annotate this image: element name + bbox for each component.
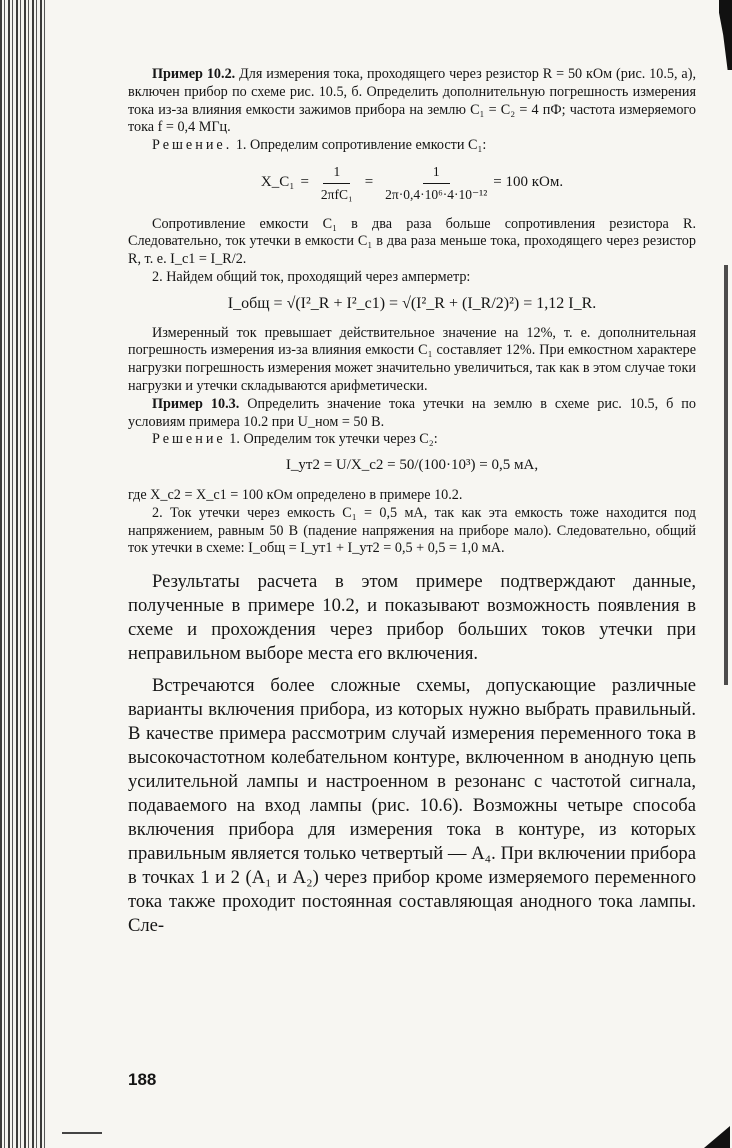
example-10-2-step2: 2. Найдем общий ток, проходящий через амперметр:: [152, 268, 471, 285]
solution-label: Решение: [152, 431, 226, 448]
fraction-1-denominator: 2πfC₁: [320, 186, 353, 202]
example-10-3-solution-step1: [128, 431, 696, 449]
example-10-2-statement: [128, 66, 696, 137]
example-10-3-statement: [128, 396, 696, 432]
scan-foot-mark: [62, 1132, 102, 1134]
formula-total-current: I_общ = √(I²_R + I²_c1) = √(I²_R + (I_R/2)²) = 1,12 I_R.: [227, 294, 597, 312]
page-number: 188: [128, 1070, 157, 1089]
fraction-2-denominator: 2π·0,4·10⁶·4·10⁻¹²: [385, 186, 488, 202]
scan-edge-mark: [710, 0, 732, 70]
example-10-3-text: Определить значение тока утечки на землю в схеме рис. 10.5, б по условиям примера 10.2 при U_ном = 50 В.: [128, 395, 696, 430]
main-text-para2: Встречаются более сложные схемы, допускающие различные варианты включения прибора, из которых нужно выбрать правильный. В качестве примера рассмотрим случай измерения переменного тока в высокочастотном колебательном контуре, включенном в анодную цепь усилительной лампы и настроенном в резонанс с частотой сигнала, подаваемого на вход лампы (рис. 10.6). Возможны четыре способа включения прибора для измерения тока в контуре, из которых правильным является только четвертый — A₄. При включении прибора в точках 1 и 2 (A₁ и A₂) через прибор кроме измеряемого переменного тока также проходит постоянная составляющая анодного тока лампы. Сле-: [128, 675, 696, 937]
formula-fraction-2: [385, 163, 487, 204]
page-binding-edge: [0, 0, 46, 1148]
fraction-1-numerator: 1: [323, 163, 350, 184]
formula-fraction-1: [321, 163, 353, 204]
formula-leak-current: I_ут2 = U/X_c2 = 50/(100·10³) = 0,5 мА,: [285, 457, 539, 474]
formula-xc1-lhs: X_C₁: [260, 174, 295, 191]
example-10-2-solution-step1: [128, 137, 696, 155]
example-10-3-heading: Пример 10.3.: [152, 395, 240, 412]
example-10-2-para2: Измеренный ток превышает действительное значение на 12%, т. е. дополнительная погрешность измерения из-за влияния емкости C₁ составляет 12%. При емкостном характере нагрузки погрешность измерения может значительно увеличиться, так как в этом случае токи нагрузки и утечки складываются арифметически.: [128, 324, 696, 394]
example-10-2-heading: Пример 10.2.: [152, 66, 236, 82]
example-10-2-para1: Сопротивление емкости C₁ в два раза больше сопротивления резистора R. Следовательно, ток утечки в емкости C₁ в два раза меньше тока, проходящего через резистор R, т. е. I_c1 = I_R/2.: [128, 215, 696, 268]
solution-step1-text: 1. Определим ток утечки через C₂:: [225, 431, 438, 448]
fraction-2-numerator: 1: [423, 163, 450, 184]
solution-step1-text: 1. Определим сопротивление емкости C₁:: [232, 137, 487, 154]
formula-xc1: X_C₁ = $\frac{1}{\text{2πfC₁}}$ = $\frac{1}{\text{2π·0,4·10⁶·4·10⁻¹²}}$ = 100 кОм.: [260, 163, 564, 202]
example-10-3-para1: где X_c2 = X_c1 = 100 кОм определено в примере 10.2.: [128, 486, 463, 503]
solution-label: Решение.: [152, 137, 233, 154]
page-content: [128, 66, 696, 946]
main-text-para1: Результаты расчета в этом примере подтверждают данные, полученные в примере 10.2, и показывают возможность появления в схеме и прохождения через прибор больших токов утечки при неправильном выборе места его включения.: [128, 571, 696, 665]
formula-xc1-result: = 100 кОм.: [493, 174, 564, 191]
example-10-3: [128, 396, 696, 558]
main-text: [128, 570, 696, 938]
example-10-2-text: Для измерения тока, проходящего через резистор R = 50 кОм (рис. 10.5, а), включен прибор по схеме рис. 10.5, б. Определить дополнительную погрешность измерения тока из-за влияния емкости зажимов прибора на землю C₁ = C₂ = 4 пФ; частота измеряемого тока f = 0,4 МГц.: [128, 66, 696, 136]
scan-edge-line: [724, 265, 728, 685]
example-10-2: [128, 66, 696, 396]
example-10-3-para2: 2. Ток утечки через емкость C₁ = 0,5 мА, так как эта емкость тоже находится под напряжением, равным 50 В (падение напряжения на приборе мало). Следовательно, общий ток утечки в схеме: I_общ = I_ут1 + I_ут2 = 0,5 + 0,5 = 1,0 мА.: [128, 504, 696, 557]
scan-corner-mark: [704, 1126, 730, 1148]
